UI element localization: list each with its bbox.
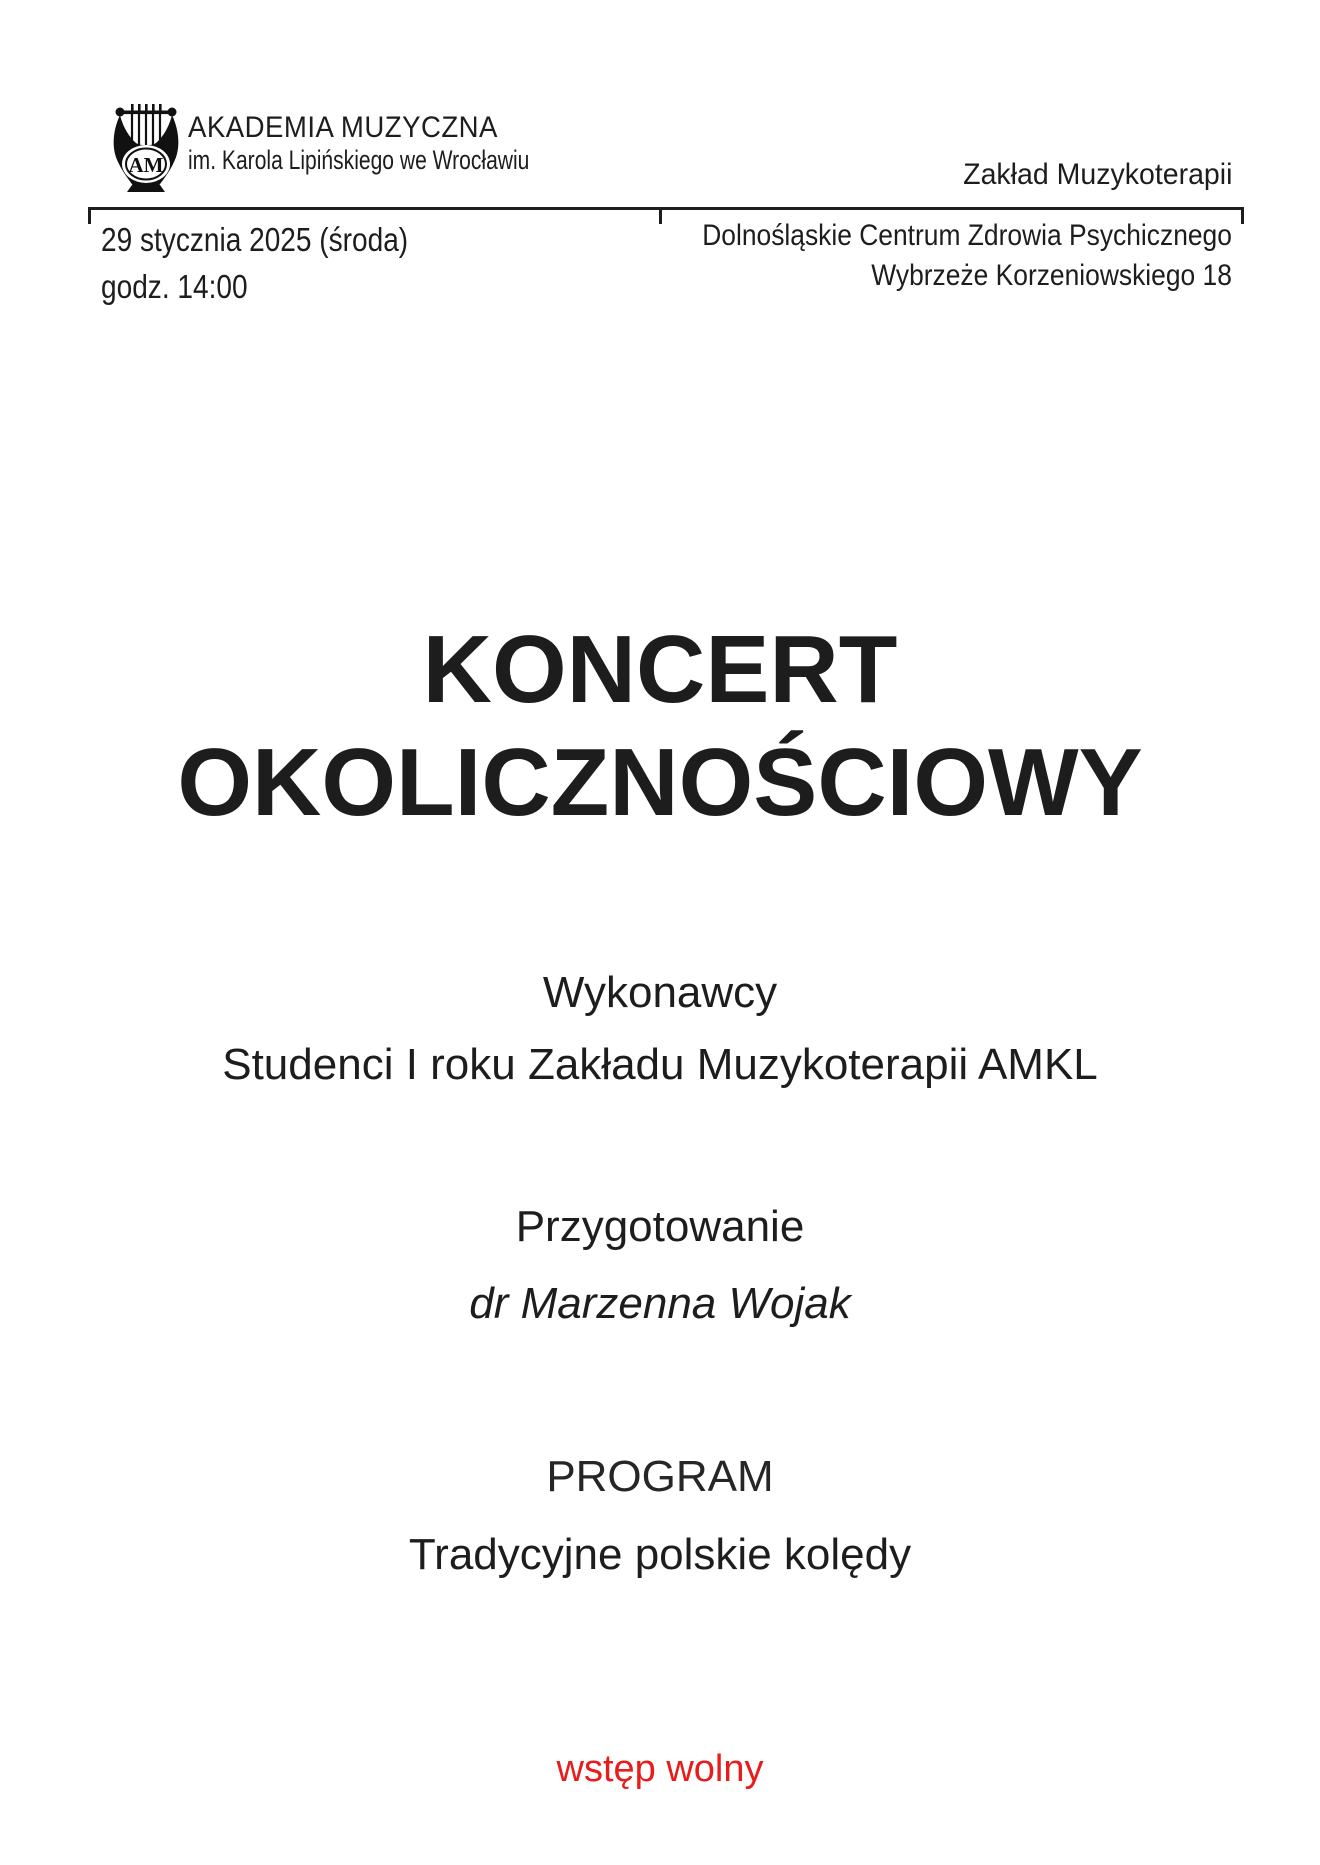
org-name: AKADEMIA MUZYCZNA	[188, 111, 498, 144]
rule-tick-left	[88, 210, 91, 224]
program-text: Tradycyjne polskie kolędy	[408, 1530, 912, 1579]
performers-text: Studenci I roku Zakładu Muzykoterapii AMKL	[222, 1040, 1098, 1089]
event-date: 29 stycznia 2025 (środa)	[101, 221, 409, 258]
admission-notice: wstęp wolny	[556, 1748, 764, 1790]
page-title-line2: OKOLICZNOŚCIOWY	[177, 729, 1143, 836]
org-subtitle: im. Karola Lipińskiego we Wrocławiu	[188, 145, 530, 175]
preparation-name: dr Marzenna Wojak	[469, 1279, 851, 1328]
info-table-rule	[88, 207, 1244, 210]
event-venue: Dolnośląskie Centrum Zdrowia Psychicznego	[702, 219, 1232, 252]
logo-monogram: AM	[128, 153, 164, 177]
page-title	[0, 613, 1320, 839]
performers-heading: Wykonawcy	[542, 968, 778, 1017]
event-time: godz. 14:00	[101, 268, 248, 305]
lyre-icon	[110, 100, 182, 192]
preparation-heading: Przygotowanie	[515, 1202, 805, 1251]
rule-tick-center	[659, 210, 662, 224]
page-title-line1: KONCERT	[422, 616, 898, 723]
event-address: Wybrzeże Korzeniowskiego 18	[871, 259, 1232, 292]
department-name: Zakład Muzykoterapii	[962, 158, 1232, 191]
rule-tick-right	[1241, 210, 1244, 224]
program-heading: PROGRAM	[546, 1452, 774, 1501]
